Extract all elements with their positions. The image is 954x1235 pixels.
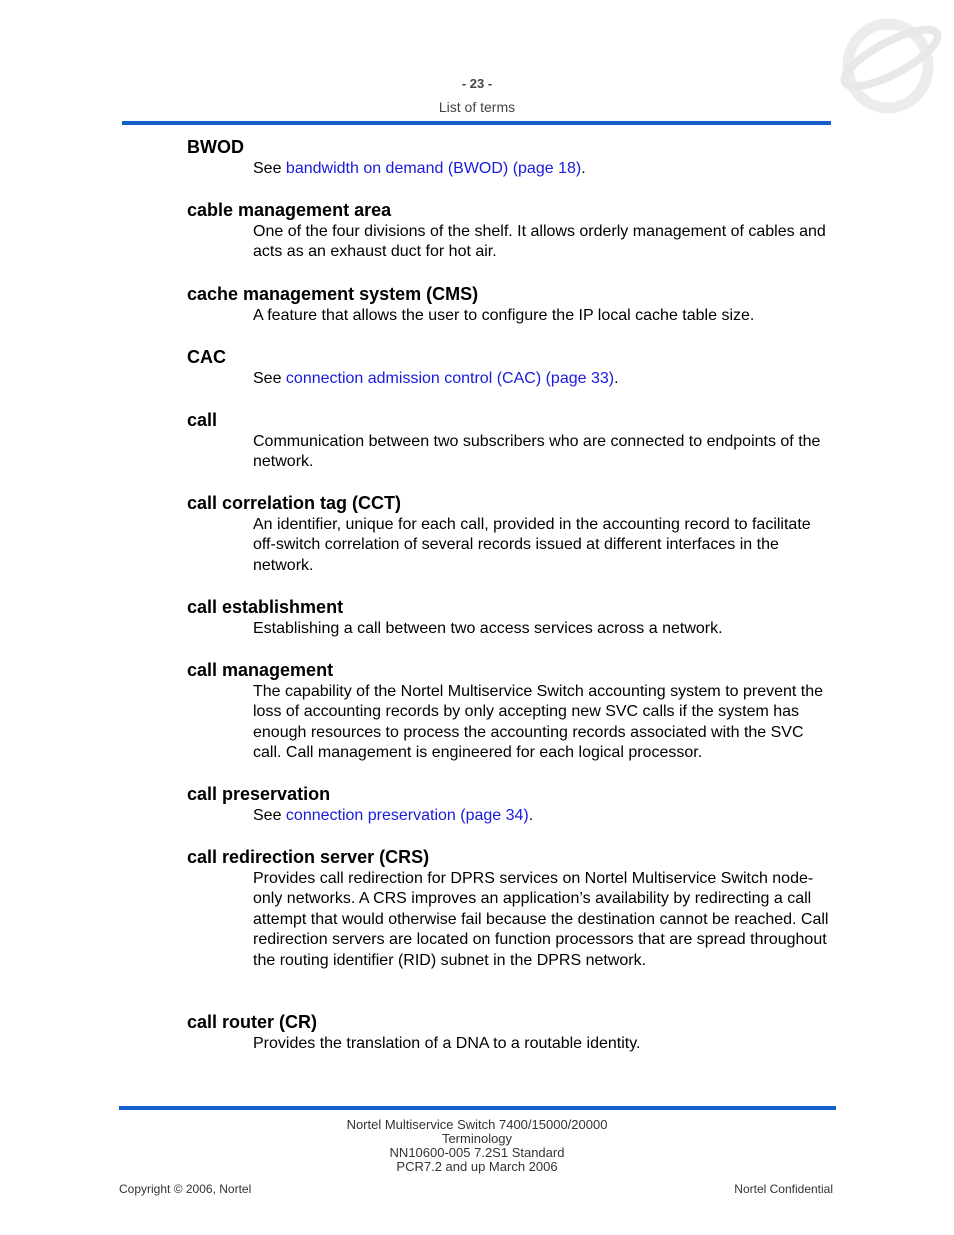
term-definition: Establishing a call between two access services across a network.: [253, 620, 723, 637]
glossary-entry: [187, 492, 847, 576]
term-heading: call management: [187, 660, 334, 680]
glossary-entry: [187, 659, 847, 764]
document-number: NN10600-005 7.2S1 Standard: [389, 1145, 565, 1160]
release-date: PCR7.2 and up March 2006: [396, 1159, 558, 1174]
term-heading: call redirection server (CRS): [187, 847, 430, 867]
term-heading: call router (CR): [187, 1012, 318, 1032]
copyright: Copyright © 2006, Nortel: [119, 1182, 252, 1196]
term-definition: An identifier, unique for each call, provided in the accounting record to facilitate off-switch correlation of several records issued at different interfaces in the network.: [253, 516, 811, 574]
glossary-entry: [187, 783, 847, 826]
glossary-entry: [187, 136, 847, 179]
term-heading: cache management system (CMS): [187, 284, 479, 304]
glossary-entry: [187, 346, 847, 389]
term-heading: BWOD: [187, 137, 244, 157]
glossary-entry: [187, 409, 847, 473]
glossary-entry: [187, 1011, 847, 1054]
term-definition: See connection preservation (page 34).: [253, 807, 534, 824]
document-info: [0, 1118, 954, 1174]
glossary-entry: [187, 596, 847, 639]
cross-reference-link[interactable]: bandwidth on demand (BWOD) (page 18): [285, 160, 582, 177]
term-definition: The capability of the Nortel Multiservice Switch accounting system to prevent the loss of accounting records by only accepting new SVC calls if the system has enough resources to process the accounting records associated with the SVC call. Call management is engineered for each logical processor.: [253, 683, 824, 762]
term-definition: A feature that allows the user to configure the IP local cache table size.: [253, 307, 755, 324]
term-definition: See bandwidth on demand (BWOD) (page 18).: [253, 160, 586, 177]
cross-reference-link[interactable]: connection preservation (page 34): [285, 807, 529, 824]
document-title: Terminology: [441, 1131, 513, 1146]
term-heading: cable management area: [187, 200, 392, 220]
term-heading: CAC: [187, 347, 226, 367]
product-name: Nortel Multiservice Switch 7400/15000/20000: [346, 1117, 608, 1132]
glossary-entry: [187, 283, 847, 326]
term-heading: call establishment: [187, 597, 344, 617]
page-number: - 23 -: [461, 76, 493, 91]
term-definition: Provides call redirection for DPRS services on Nortel Multiservice Switch node-only networks. A CRS improves an application’s availability by redirecting a call attempt that would otherwise fail because the destination cannot be reached. Call redirection servers are located on function processors that are spread throughout the routing identifier (RID) subnet in the DPRS network.: [253, 870, 829, 969]
section-title: List of terms: [438, 99, 516, 115]
term-heading: call preservation: [187, 784, 331, 804]
cross-reference-link[interactable]: connection admission control (CAC) (page 33): [285, 370, 615, 387]
term-heading: call: [187, 410, 218, 430]
glossary-entry: [187, 846, 847, 971]
term-definition: One of the four divisions of the shelf. It allows orderly management of cables and acts as an exhaust duct for hot air.: [253, 223, 826, 261]
term-heading: call correlation tag (CCT): [187, 493, 402, 513]
confidentiality-label: Nortel Confidential: [734, 1182, 833, 1196]
glossary-entry: [187, 199, 847, 263]
footer-rule: [119, 1106, 836, 1110]
header-rule: [122, 121, 831, 125]
term-definition: Communication between two subscribers who are connected to endpoints of the network.: [253, 433, 821, 471]
term-definition: See connection admission control (CAC) (page 33).: [253, 370, 619, 387]
term-definition: Provides the translation of a DNA to a routable identity.: [253, 1035, 641, 1052]
